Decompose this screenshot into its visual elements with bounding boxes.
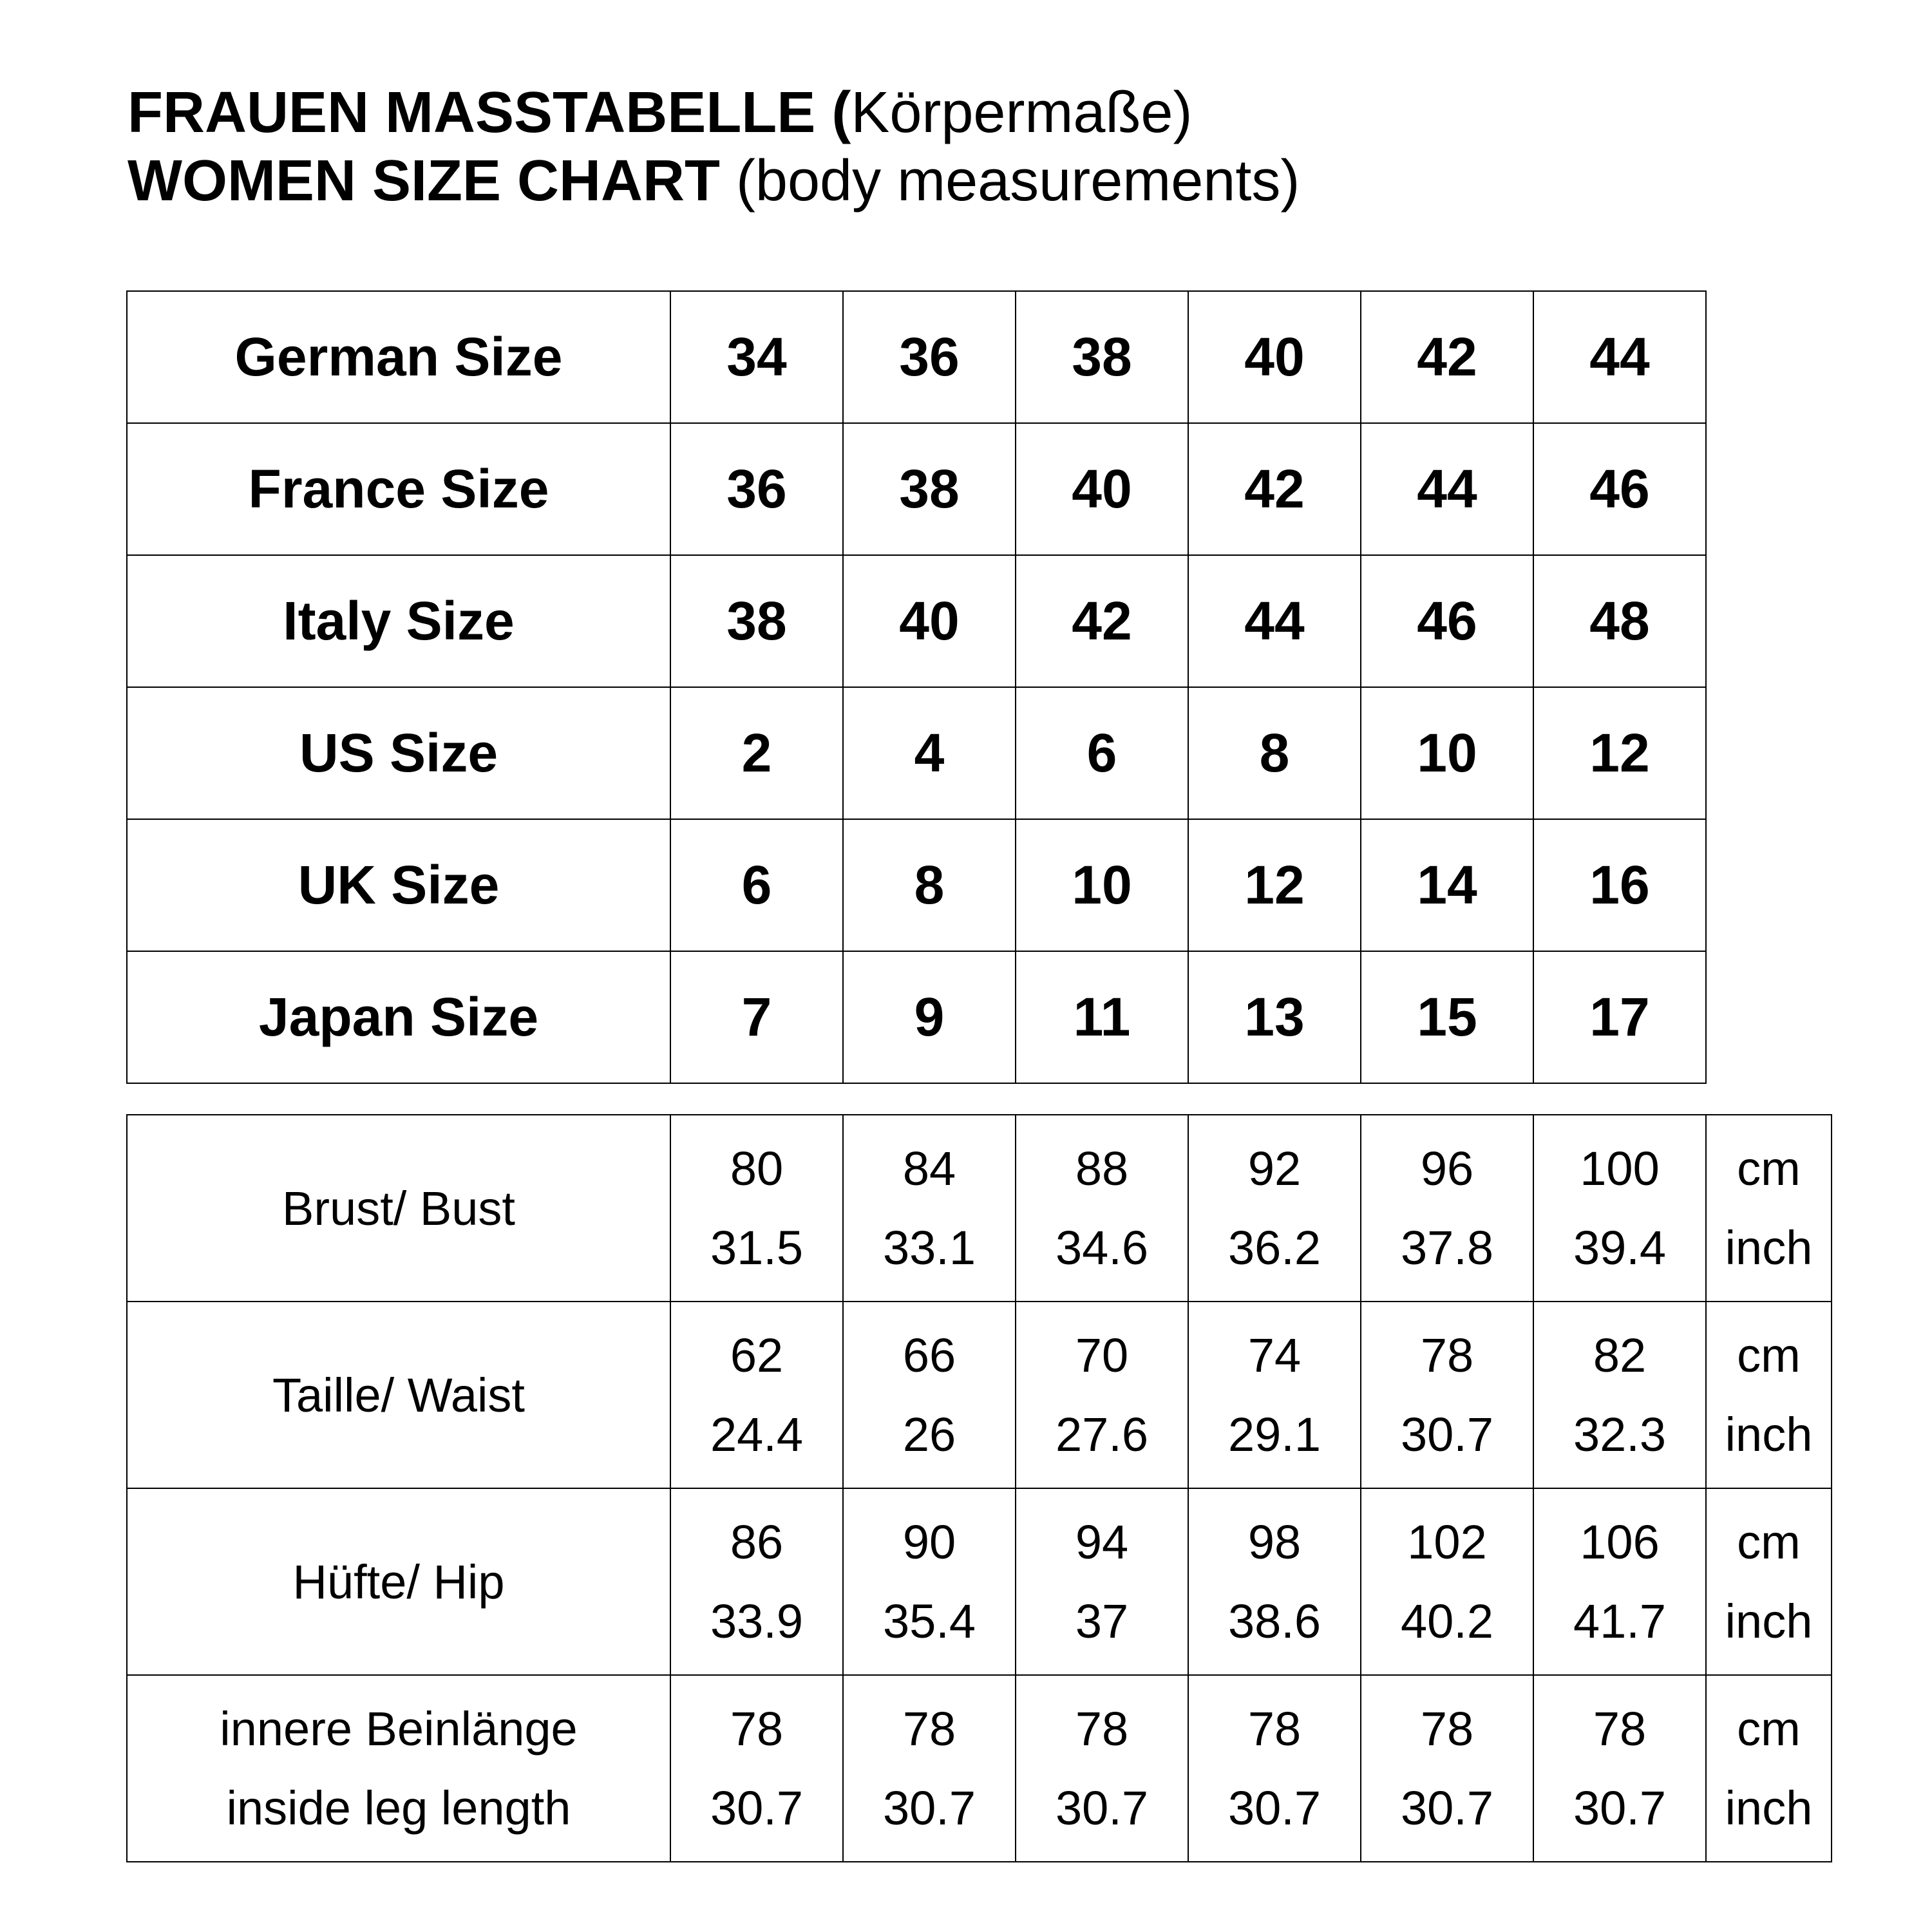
size-value-cell: 40 [843, 555, 1016, 687]
size-value-cell: 14 [1361, 819, 1533, 951]
size-conversion-table [126, 290, 1707, 1084]
size-value-cell: 42 [1361, 291, 1533, 423]
size-value-cell: 12 [1533, 687, 1706, 819]
measurement-unit-cell [1706, 1115, 1832, 1302]
size-row-label: US Size [127, 687, 670, 819]
size-value-cell: 12 [1188, 819, 1361, 951]
size-row-label: France Size [127, 423, 670, 555]
measurement-cm-value: 84 [902, 1142, 956, 1195]
measurement-cm-value: 96 [1420, 1142, 1474, 1195]
size-value-cell: 2 [670, 687, 843, 819]
size-row-label: Italy Size [127, 555, 670, 687]
measurement-inch-value: 30.7 [882, 1781, 976, 1835]
size-value-cell: 10 [1016, 819, 1188, 951]
measurement-unit-label: inch [1725, 1781, 1813, 1835]
measurement-value-cell [1361, 1675, 1533, 1862]
measurement-unit-cell [1706, 1302, 1832, 1488]
measurement-row [127, 1302, 1832, 1488]
measurement-value-cell [1533, 1115, 1706, 1302]
measurement-value-cell [1188, 1302, 1361, 1488]
measurement-label-cell [127, 1675, 670, 1862]
measurement-inch-value: 26 [902, 1408, 956, 1461]
size-value-cell: 44 [1188, 555, 1361, 687]
measurement-inch-value: 30.7 [1227, 1781, 1321, 1835]
measurement-value-cell [1361, 1488, 1533, 1675]
size-value-cell: 6 [670, 819, 843, 951]
measurement-unit-cell [1706, 1675, 1832, 1862]
measurement-row [127, 1675, 1832, 1862]
size-row [127, 423, 1706, 555]
measurement-cm-value: 106 [1580, 1515, 1660, 1569]
size-value-cell: 44 [1533, 291, 1706, 423]
measurement-cm-value: 78 [1075, 1702, 1129, 1756]
measurement-label-cell [127, 1302, 670, 1488]
measurement-inch-value: 30.7 [1055, 1781, 1149, 1835]
measurement-cm-value: 70 [1075, 1329, 1129, 1382]
measurement-value-cell [1016, 1302, 1188, 1488]
size-row-label: Japan Size [127, 951, 670, 1083]
measurement-inch-value: 39.4 [1573, 1221, 1667, 1274]
chart-title [128, 80, 1300, 213]
measurement-cm-value: 88 [1075, 1142, 1129, 1195]
size-value-cell: 4 [843, 687, 1016, 819]
measurement-value-cell [843, 1675, 1016, 1862]
measurement-value-cell [1016, 1675, 1188, 1862]
measurement-row [127, 1488, 1832, 1675]
size-value-cell: 11 [1016, 951, 1188, 1083]
size-value-cell: 40 [1016, 423, 1188, 555]
measurement-unit-label: cm [1737, 1702, 1801, 1756]
size-value-cell: 6 [1016, 687, 1188, 819]
measurement-unit-label: cm [1737, 1329, 1801, 1382]
measurement-inch-value: 37.8 [1400, 1221, 1494, 1274]
title-line-german [128, 80, 1300, 145]
measurement-inch-value: 35.4 [882, 1595, 976, 1648]
measurement-cm-value: 78 [902, 1702, 956, 1756]
size-value-cell: 44 [1361, 423, 1533, 555]
size-value-cell: 36 [843, 291, 1016, 423]
measurement-inch-value: 32.3 [1573, 1408, 1667, 1461]
measurement-cm-value: 102 [1407, 1515, 1487, 1569]
size-value-cell: 38 [670, 555, 843, 687]
measurement-inch-value: 33.1 [882, 1221, 976, 1274]
measurement-value-cell [1533, 1488, 1706, 1675]
size-value-cell: 42 [1016, 555, 1188, 687]
measurement-inch-value: 40.2 [1400, 1595, 1494, 1648]
measurement-cm-value: 86 [730, 1515, 784, 1569]
measurement-inch-value: 34.6 [1055, 1221, 1149, 1274]
size-row [127, 291, 1706, 423]
measurement-value-cell [843, 1302, 1016, 1488]
size-row [127, 951, 1706, 1083]
measurement-cm-value: 92 [1247, 1142, 1302, 1195]
measurement-inch-value: 24.4 [710, 1408, 804, 1461]
body-measurement-table [126, 1114, 1832, 1862]
size-value-cell: 48 [1533, 555, 1706, 687]
measurement-value-cell [670, 1115, 843, 1302]
size-row [127, 555, 1706, 687]
measurement-inch-value: 37 [1075, 1595, 1129, 1648]
measurement-value-cell [670, 1675, 843, 1862]
measurement-value-cell [1361, 1302, 1533, 1488]
size-row [127, 687, 1706, 819]
measurement-label-cell [127, 1488, 670, 1675]
size-value-cell: 42 [1188, 423, 1361, 555]
measurement-label: inside leg length [226, 1781, 571, 1835]
measurement-label: Brust/ Bust [282, 1181, 515, 1235]
size-value-cell: 15 [1361, 951, 1533, 1083]
size-value-cell: 40 [1188, 291, 1361, 423]
title-english-normal: (body measurements) [719, 149, 1300, 213]
measurement-cm-value: 100 [1580, 1142, 1660, 1195]
size-value-cell: 10 [1361, 687, 1533, 819]
measurement-unit-label: inch [1725, 1221, 1813, 1274]
size-value-cell: 46 [1361, 555, 1533, 687]
measurement-inch-value: 30.7 [710, 1781, 804, 1835]
measurement-cm-value: 90 [902, 1515, 956, 1569]
measurement-unit-label: cm [1737, 1142, 1801, 1195]
body-measurement-body [127, 1115, 1832, 1862]
size-value-cell: 7 [670, 951, 843, 1083]
measurement-cm-value: 94 [1075, 1515, 1129, 1569]
measurement-cm-value: 78 [730, 1702, 784, 1756]
size-row-label: UK Size [127, 819, 670, 951]
measurement-value-cell [1188, 1488, 1361, 1675]
size-value-cell: 38 [843, 423, 1016, 555]
measurement-unit-label: inch [1725, 1595, 1813, 1648]
measurement-inch-value: 38.6 [1227, 1595, 1321, 1648]
size-value-cell: 36 [670, 423, 843, 555]
title-english-bold: WOMEN SIZE CHART [128, 149, 720, 213]
size-row-label: German Size [127, 291, 670, 423]
measurement-label: innere Beinlänge [220, 1702, 578, 1756]
measurement-unit-label: cm [1737, 1515, 1801, 1569]
size-value-cell: 16 [1533, 819, 1706, 951]
measurement-cm-value: 78 [1420, 1329, 1474, 1382]
measurement-value-cell [670, 1302, 843, 1488]
measurement-value-cell [1361, 1115, 1533, 1302]
measurement-inch-value: 30.7 [1573, 1781, 1667, 1835]
measurement-value-cell [1016, 1488, 1188, 1675]
title-german-bold: FRAUEN MASSTABELLE ( [128, 80, 851, 145]
measurement-label-cell [127, 1115, 670, 1302]
size-value-cell: 17 [1533, 951, 1706, 1083]
size-value-cell: 9 [843, 951, 1016, 1083]
measurement-cm-value: 78 [1593, 1702, 1647, 1756]
size-value-cell: 8 [1188, 687, 1361, 819]
size-row [127, 819, 1706, 951]
measurement-row [127, 1115, 1832, 1302]
measurement-value-cell [1533, 1302, 1706, 1488]
measurement-inch-value: 31.5 [710, 1221, 804, 1274]
size-value-cell: 13 [1188, 951, 1361, 1083]
measurement-value-cell [1016, 1115, 1188, 1302]
size-value-cell: 8 [843, 819, 1016, 951]
size-value-cell: 34 [670, 291, 843, 423]
measurement-cm-value: 62 [730, 1329, 784, 1382]
measurement-cm-value: 82 [1593, 1329, 1647, 1382]
title-line-english [128, 149, 1300, 213]
title-german-normal: Körpermaße) [851, 80, 1193, 145]
measurement-cm-value: 98 [1247, 1515, 1302, 1569]
measurement-label: Taille/ Waist [272, 1368, 525, 1422]
measurement-cm-value: 78 [1247, 1702, 1302, 1756]
measurement-value-cell [1188, 1115, 1361, 1302]
measurement-inch-value: 30.7 [1400, 1781, 1494, 1835]
measurement-value-cell [1188, 1675, 1361, 1862]
measurement-inch-value: 41.7 [1573, 1595, 1667, 1648]
measurement-inch-value: 36.2 [1227, 1221, 1321, 1274]
measurement-value-cell [1533, 1675, 1706, 1862]
measurement-cm-value: 66 [902, 1329, 956, 1382]
measurement-inch-value: 29.1 [1227, 1408, 1321, 1461]
measurement-cm-value: 78 [1420, 1702, 1474, 1756]
size-conversion-body [127, 291, 1706, 1083]
measurement-value-cell [670, 1488, 843, 1675]
measurement-inch-value: 27.6 [1055, 1408, 1149, 1461]
measurement-inch-value: 30.7 [1400, 1408, 1494, 1461]
measurement-inch-value: 33.9 [710, 1595, 804, 1648]
measurement-cm-value: 80 [730, 1142, 784, 1195]
measurement-value-cell [843, 1115, 1016, 1302]
measurement-label: Hüfte/ Hip [292, 1555, 505, 1609]
measurement-cm-value: 74 [1247, 1329, 1302, 1382]
measurement-value-cell [843, 1488, 1016, 1675]
measurement-unit-label: inch [1725, 1408, 1813, 1461]
measurement-unit-cell [1706, 1488, 1832, 1675]
size-value-cell: 46 [1533, 423, 1706, 555]
size-value-cell: 38 [1016, 291, 1188, 423]
